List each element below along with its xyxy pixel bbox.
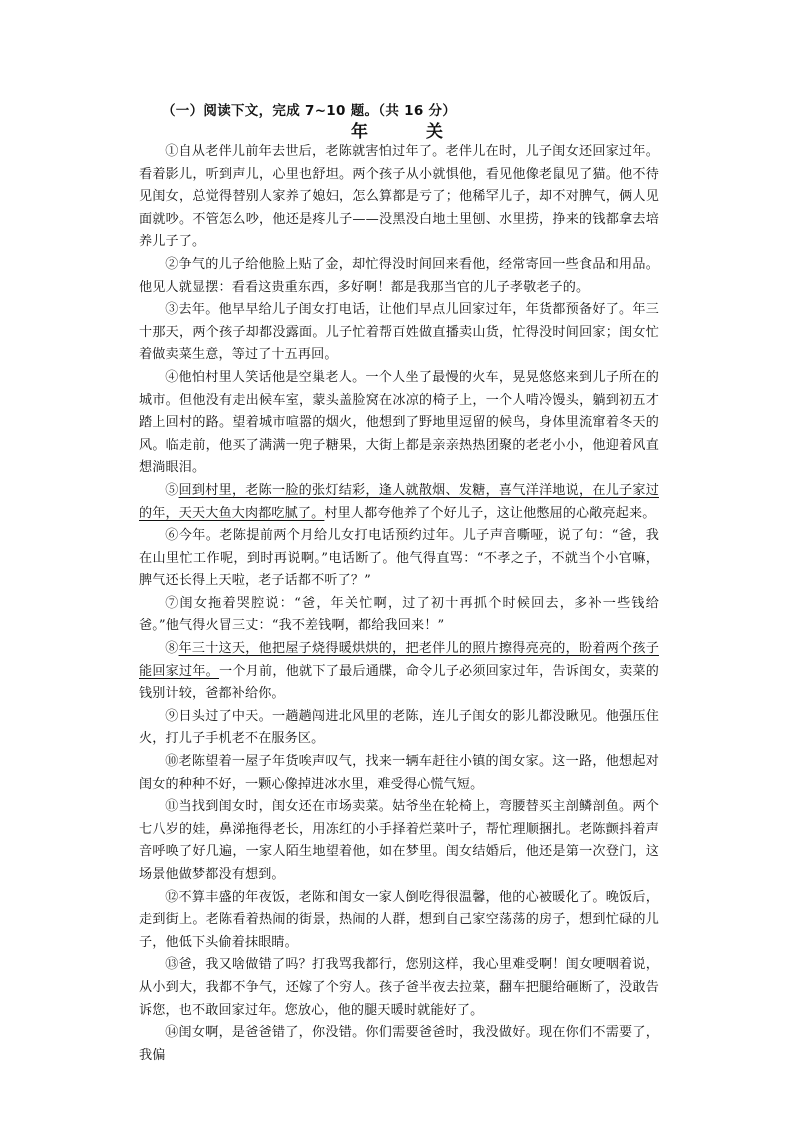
article-title-text: 年 关	[351, 122, 469, 142]
paragraph-text: ③去年。他早早给儿子闺女打电话，让他们早点儿回家过年，年货都预备好了。年三十那天，两个孩子却都没露面。儿子忙着帮百姓做直播卖山货，忙得没时间回家；闺女忙着做卖菜生意，等过了十五再回。	[139, 302, 659, 363]
paragraph-text: ⑬爸，我又啥做错了吗？打我骂我都行，您别这样，我心里难受啊！闺女哽咽着说，从小到大，我都不争气，还嫁了个穷人。孩子爸半夜去拉菜，翻车把腿给砸断了，没敢告诉您，也不敢回家过年。您放心，他的腿天暖时就能好了。	[139, 957, 659, 1018]
paragraph-text: ⑦闺女拖着哭腔说：“爸，年关忙啊，过了初十再抓个时候回去，多补一些钱给爸。”他气得火冒三丈：“我不差钱啊，都给我回来！”	[139, 595, 659, 634]
paragraph-text: ⑪当找到闺女时，闺女还在市场卖菜。姑爷坐在轮椅上，弯腰替买主剖鳞剖鱼。两个七八岁的娃，鼻涕拖得老长，用冻红的小手择着烂菜叶子，帮忙理顺捆扎。老陈颤抖着声音呼唤了好几遍，一家人陌生地望着他，如在梦里。闺女结婚后，他还是第一次登门，这场景他做梦都没有想到。	[139, 799, 659, 882]
paragraph-text: ⑫不算丰盛的年夜饭，老陈和闺女一家人倒吃得很温馨，他的心被暖化了。晚饭后，走到街上。老陈看着热闹的街景，热闹的人群，想到自己家空荡荡的房子，想到忙碌的儿子，他低下头偷着抹眼睛。	[139, 889, 659, 950]
paragraph-number: ⑤	[165, 482, 179, 498]
paragraph-2	[139, 254, 659, 299]
paragraph-7	[139, 593, 659, 638]
paragraph-text: ①自从老伴儿前年去世后，老陈就害怕过年了。老伴儿在时，儿子闺女还回家过年。看着影儿，听到声儿，心里也舒坦。两个孩子从小就惧他，看见他像老鼠见了猫。他不待见闺女，总觉得替别人家养了媳妇，怎么算都是亏了；他稀罕儿子，却不对脾气，俩人见面就吵。不管怎么吵，他还是疼儿子——没黑没白地土里刨、水里捞，挣来的钱都拿去培养儿子了。	[139, 144, 659, 250]
paragraph-text: ⑥今年。老陈提前两个月给儿女打电话预约过年。儿子声音嘶哑，说了句：“爸，我在山里忙工作呢，到时再说啊。”电话断了。他气得直骂：“不孝之子，不就当个小官嘛，脾气还长得上天啦，老子话都不听了？”	[139, 528, 659, 589]
paragraph-number: ⑧	[165, 641, 179, 657]
paragraph-text: ②争气的儿子给他脸上贴了金，却忙得没时间回来看他，经常寄回一些食品和用品。他见人就显摆：看看这贵重东西，多好啊！都是我那当官的儿子孝敬老子的。	[139, 256, 659, 295]
paragraph-13	[139, 954, 659, 1022]
paragraph-9	[139, 706, 659, 751]
paragraph-12	[139, 887, 659, 955]
paragraph-text: ⑩老陈望着一屋子年货唉声叹气，找来一辆车赶往小镇的闺女家。这一路，他想起对闺女的种种不好，一颗心像掉进冰水里，难受得心慌气短。	[139, 754, 659, 792]
paragraph-text: 一个月前，他就下了最后通牒，命令儿子必须回家过年，告诉闺女，卖菜的钱别计较，爸都补给你。	[139, 663, 659, 702]
paragraph-11	[139, 796, 659, 886]
article-title	[0, 117, 794, 142]
paragraph-14	[139, 1022, 659, 1067]
article-body	[139, 141, 659, 1067]
paragraph-3	[139, 299, 659, 367]
paragraph-4	[139, 367, 659, 480]
underlined-sentence: 年三十这天，他把屋子烧得暖烘烘的，把老伴儿的照片擦得亮亮的，盼着两个孩子能回家过年。	[139, 641, 659, 679]
paragraph-1	[139, 141, 659, 254]
paragraph-8	[139, 638, 659, 706]
paragraph-6	[139, 525, 659, 593]
paragraph-text: ⑭闺女啊，是爸爸错了，你没错。你们需要爸爸时，我没做好。现在你们不需要了，我偏	[139, 1025, 659, 1063]
paragraph-10	[139, 751, 659, 796]
underlined-sentence: 回到村里，老陈一脸的张灯结彩，逢人就散烟、发糖，喜气洋洋地说，在儿子家过的年，天天大鱼大肉都吃腻了。	[139, 482, 659, 521]
section-heading: （一）阅读下文，完成 7~10 题。（共 16 分）	[162, 103, 457, 119]
paragraph-text: 村里人都夸他养了个好儿子，这让他憋屈的心敞亮起来。	[324, 505, 656, 521]
paragraph-text: ⑨日头过了中天。一趟趟闯进北风里的老陈，连儿子闺女的影儿都没瞅见。他强压住火，打儿子手机老不在服务区。	[139, 708, 659, 747]
paragraph-text: ④他怕村里人笑话他是空巢老人。一个人坐了最慢的火车，晃晃悠悠来到儿子所在的城市。但他没有走出候车室，蒙头盖脸窝在冰凉的椅子上，一个人啃冷馒头，躺到初五才踏上回村的路。望着城市喧嚣的烟火，他想到了野地里逗留的候鸟，身体里流窜着冬天的风。临走前，他买了满满一兜子糖果，大街上都是亲亲热热团聚的老老小小，他迎着风直想淌眼泪。	[139, 369, 659, 476]
paragraph-5	[139, 480, 659, 525]
